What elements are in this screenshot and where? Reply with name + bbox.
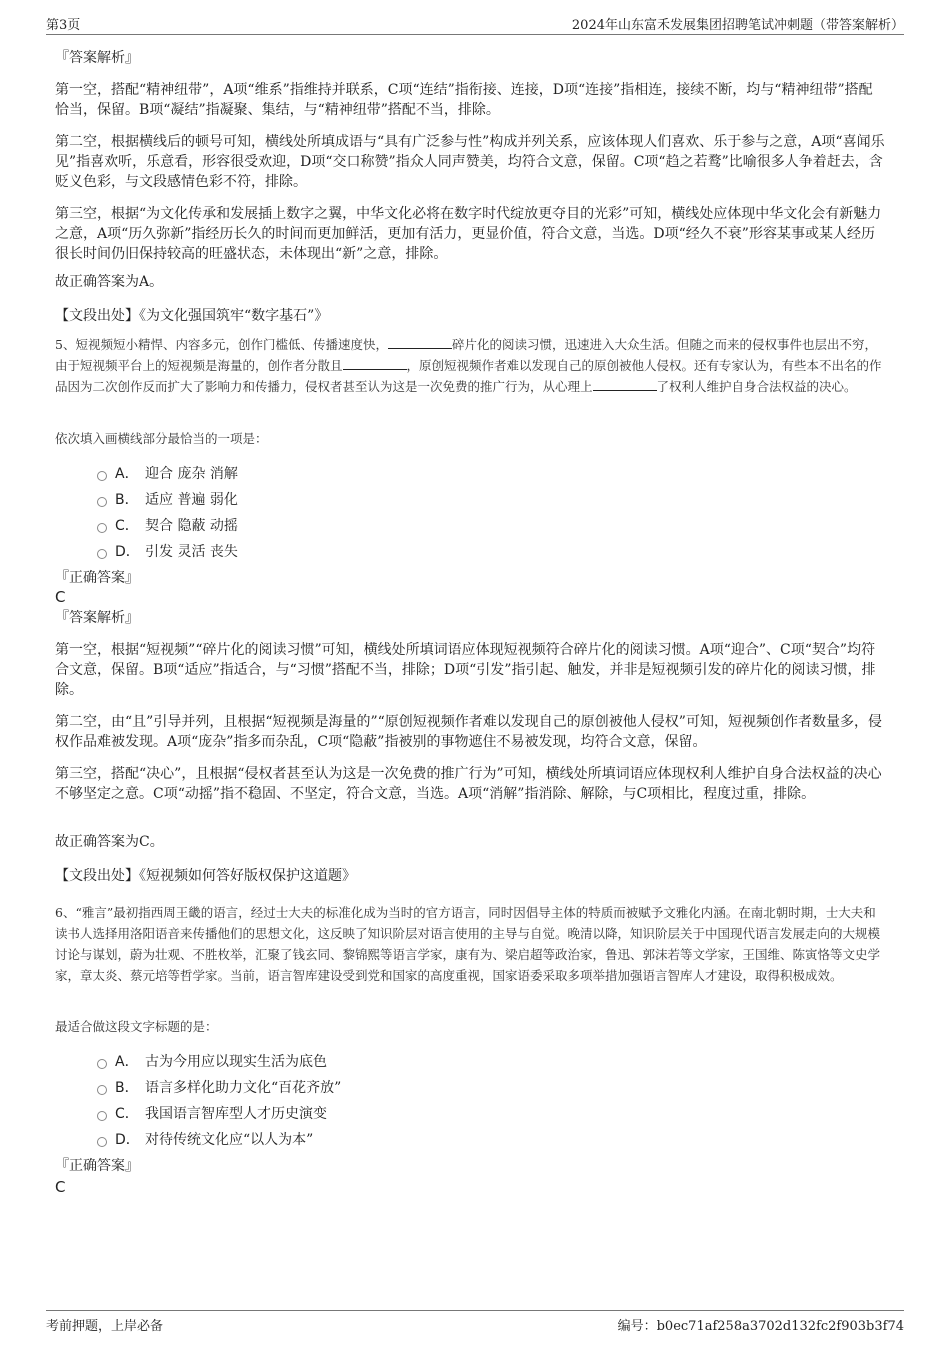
q5-prompt: 依次填入画横线部分最恰当的一项是： (55, 431, 268, 446)
q5-analysis-paragraph-1: 第一空，根据“短视频”“碎片化的阅读习惯”可知，横线处所填词语应体现短视频符合碎片化的阅读习惯。A项“迎合”、C项“契合”均符合文意，保留。B项“适应”指适合，与“习惯”搭配不当，排除；D项“引发”指引起、触发，并非是短视频引发的碎片化的阅读习惯，排除。 (55, 642, 876, 698)
option-text: 适应 普遍 弱化 (145, 492, 238, 508)
option-text: 契合 隐蔽 动摇 (145, 518, 238, 534)
footer-slogan: 考前押题，上岸必备 (46, 1319, 164, 1334)
q5-option-c[interactable] (97, 516, 238, 536)
q6-correct-label: 『正确答案』 (55, 1158, 139, 1174)
q5-source: 【文段出处】《短视频如何答好版权保护这道题》 (55, 868, 356, 884)
q5-analysis-paragraph-3: 第三空，搭配“决心”，且根据“侵权者甚至认为这是一次免费的推广行为”可知，横线处所填词语应体现权利人维护自身合法权益的决心不够坚定之意。C项“动摇”指不稳固、不坚定，符合文意，当选。A项“消解”指消除、解除，与C项相比，程度过重，排除。 (55, 766, 882, 802)
page-number: 第3页 (46, 18, 81, 33)
document-title: 2024年山东富禾发展集团招聘笔试冲刺题（带答案解析） (571, 18, 904, 33)
q6-option-b[interactable] (97, 1078, 341, 1098)
q5-blank-1 (388, 336, 452, 349)
radio-icon[interactable] (97, 523, 107, 533)
option-key: C． (115, 1106, 139, 1122)
q4-analysis-label: 『答案解析』 (55, 50, 139, 66)
q4-source: 【文段出处】《为文化强国筑牢“数字基石”》 (55, 308, 329, 324)
q6-correct-answer: C (55, 1178, 66, 1196)
radio-icon[interactable] (97, 497, 107, 507)
q4-analysis-paragraph-1: 第一空，搭配“精神纽带”，A项“维系”指维持并联系，C项“连结”指衔接、连接，D项“连接”指相连，接续不断，均与“精神纽带”搭配恰当，保留。B项“凝结”指凝聚、集结，与“精神纽带”搭配不当，排除。 (55, 82, 873, 118)
page-footer (46, 1310, 904, 1335)
q6-prompt: 最适合做这段文字标题的是： (55, 1019, 218, 1034)
q5-stem-part-4: 了权利人维护自身合法权益的决心。 (656, 379, 857, 394)
q4-conclusion: 故正确答案为A。 (55, 274, 164, 290)
q5-stem-part-1: 5、短视频短小精悍、内容多元，创作门槛低、传播速度快， (55, 337, 388, 352)
option-key: C． (115, 518, 139, 534)
option-key: A． (115, 466, 139, 482)
q5-correct-answer: C (55, 588, 66, 606)
option-key: B． (115, 492, 139, 508)
option-text: 古为今用应以现实生活为底色 (145, 1054, 327, 1070)
q5-option-a[interactable] (97, 464, 238, 484)
q5-correct-label: 『正确答案』 (55, 570, 139, 586)
option-key: A． (115, 1054, 139, 1070)
q5-blank-3 (593, 378, 657, 391)
q6-option-d[interactable] (97, 1130, 313, 1150)
radio-icon[interactable] (97, 471, 107, 481)
q5-stem-part-2: 碎片化的阅读习惯，迅速进入大众生活。但随之而来的侵权事件也层出不穷，由于短视频平台上的短视频是海量的，创作者分散且 (55, 337, 877, 373)
option-key: D． (115, 544, 140, 560)
option-text: 对待传统文化应“以人为本” (145, 1132, 314, 1148)
q4-analysis-paragraph-2: 第二空，根据横线后的顿号可知，横线处所填成语与“具有广泛参与性”构成并列关系，应该体现人们喜欢、乐于参与之意，A项“喜闻乐见”指喜欢听，乐意看，形容很受欢迎，D项“交口称赞”指众人同声赞美，均符合文意，保留。C项“趋之若鹜”比喻很多人争着赶去，含贬义色彩，与文段感情色彩不符，排除。 (55, 134, 885, 190)
q5-blank-2 (343, 357, 407, 370)
radio-icon[interactable] (97, 1059, 107, 1069)
radio-icon[interactable] (97, 549, 107, 559)
q4-analysis-paragraph-3: 第三空，根据“为文化传承和发展插上数字之翼，中华文化必将在数字时代绽放更夺目的光彩”可知，横线处应体现中华文化会有新魅力之意，A项“历久弥新”指经历长久的时间而更加鲜活，更加有活力，更显价值，符合文意，当选。D项“经久不衰”形容某事或某人经历很长时间仍旧保持较高的旺盛状态，未体现出“新”之意，排除。 (55, 206, 882, 262)
document-id: 编号：b0ec71af258a3702d132fc2f903b3f74 (617, 1319, 904, 1334)
radio-icon[interactable] (97, 1111, 107, 1121)
option-text: 我国语言智库型人才历史演变 (145, 1106, 327, 1122)
q5-stem-part-3: ，原创短视频作者难以发现自己的原创被他人侵权。还有专家认为，有些本不出名的作品因为二次创作反而扩大了影响力和传播力，侵权者甚至认为这是一次免费的推广行为，从心理上 (55, 358, 882, 394)
q6-stem: 6、“雅言”最初指西周王畿的语言，经过士大夫的标准化成为当时的官方语言，同时因倡导主体的特质而被赋予文雅化内涵。在南北朝时期，士大夫和读书人选择用洛阳语音来传播他们的思想文化，这反映了知识阶层对语言使用的主导与自觉。晚清以降，知识阶层关于中国现代语言发展走向的大规模讨论与谋划，蔚为壮观、不胜枚举，汇聚了钱玄同、黎锦熙等语言学家，康有为、梁启超等政治家，鲁迅、郭沫若等文学家，王国维、陈寅恪等文史学家，章太炎、蔡元培等哲学家。当前，语言智库建设受到党和国家的高度重视，国家语委采取多项举措加强语言智库人才建设，取得积极成效。 (55, 905, 881, 983)
option-text: 引发 灵活 丧失 (145, 544, 238, 560)
option-text: 迎合 庞杂 消解 (145, 466, 238, 482)
q5-conclusion: 故正确答案为C。 (55, 834, 164, 850)
q5-option-d[interactable] (97, 542, 238, 562)
option-text: 语言多样化助力文化“百花齐放” (145, 1080, 342, 1096)
q6-option-c[interactable] (97, 1104, 327, 1124)
radio-icon[interactable] (97, 1085, 107, 1095)
page-header (46, 14, 904, 35)
q5-option-b[interactable] (97, 490, 238, 510)
option-key: D． (115, 1132, 140, 1148)
q5-analysis-label: 『答案解析』 (55, 610, 139, 626)
option-key: B． (115, 1080, 139, 1096)
q5-stem (55, 334, 885, 397)
q5-analysis-paragraph-2: 第二空，由“且”引导并列，且根据“短视频是海量的”“原创短视频作者难以发现自己的原创被他人侵权”可知，短视频创作者数量多，侵权作品难被发现。A项“庞杂”指多而杂乱，C项“隐蔽”指被别的事物遮住不易被发现，均符合文意，保留。 (55, 714, 882, 750)
radio-icon[interactable] (97, 1137, 107, 1147)
q6-option-a[interactable] (97, 1052, 327, 1072)
